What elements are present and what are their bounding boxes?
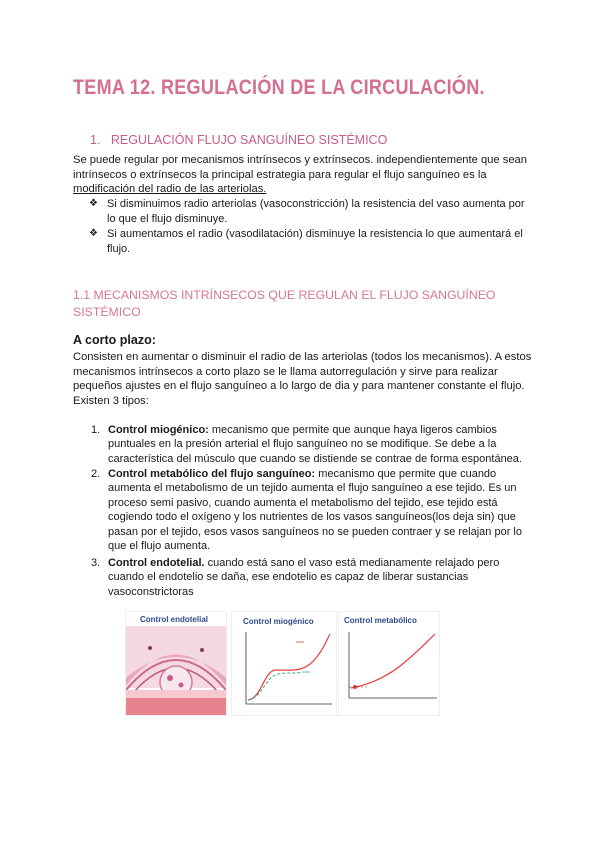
figure-endotelial-title: Control endotelial (140, 615, 208, 624)
diamond-bullet-icon: ❖ (89, 198, 98, 209)
section-1-number: 1. (90, 133, 101, 147)
section-1-heading (90, 133, 387, 147)
list-item-text: cuando está sano el vaso está medianamente relajado pero cuando el endotelio se daña, ese endotelio es capaz de liberar sustancias vasoconstrictoras (108, 557, 500, 598)
list-item-number: 3. (91, 557, 101, 569)
list-item-term: Control miogénico: (108, 424, 209, 436)
figure-control-endotelial (125, 611, 227, 716)
section-1-heading-text: REGULACIÓN FLUJO SANGUÍNEO SISTÉMICO (110, 133, 388, 147)
vessel-illustration (126, 612, 226, 715)
list-item-text: mecanismo que permite que cuando aumenta el metabolismo de un tejido aumenta el flujo sanguíneo a ese tejido. Es un proceso semi pasivo, cuando aumenta el metabolismo del tejido, ese tejido está cogiendo todo el oxígeno y los nutrientes de los vasos sanguíneos(los deja sin) que pasan por el tejido, esos vasos sanguíneos no se pueden contraer y se relajan por lo que el flujo aumenta. (108, 468, 522, 553)
section-1-1-heading: 1.1 MECANISMOS INTRÍNSECOS QUE REGULAN EL FLUJO SANGUÍNEO SISTÉMICO (73, 288, 496, 319)
list-item-number: 2. (91, 468, 101, 480)
list-item-text: mecanismo que permite que aunque haya ligeros cambios puntuales en la presión arterial el flujo sanguíneo no se modifique. Se debe a la característica del músculo que cuando se distiende se contrae de forma espontánea. (108, 424, 522, 465)
bullet-text: Si disminuimos radio arteriolas (vasoconstricción) la resistencia del vaso aumenta por lo que el flujo disminuye. (107, 198, 525, 225)
list-item (91, 467, 531, 553)
figure-metabolico-title: Control metabólico (344, 616, 417, 625)
page-title: TEMA 12. REGULACIÓN DE LA CIRCULACIÓN. (73, 76, 485, 99)
miogenico-chart (232, 612, 336, 715)
list-item-term: Control metabólico del flujo sanguíneo: (108, 468, 316, 480)
section-1-paragraph (73, 153, 533, 197)
figure-control-metabolico (338, 611, 440, 716)
list-item (91, 556, 531, 599)
list-item-term: Control endotelial. (108, 557, 205, 569)
bullet-item (89, 197, 534, 226)
list-item (91, 423, 531, 466)
diamond-bullet-icon: ❖ (89, 228, 98, 239)
bullet-text: Si aumentamos el radio (vasodilatación) disminuye la resistencia lo que aumentará el flujo. (107, 228, 523, 255)
section-1-paragraph-text: Se puede regular por mecanismos intrínsecos y extrínsecos. independientemente que sean intrínsecos o extrínsecos la principal estrategia para regular el flujo sanguíneo es la (73, 154, 527, 181)
short-term-paragraph: Consisten en aumentar o disminuir el radio de las arteriolas (todos los mecanismos). A estos mecanismos intrínsecos a corto plazo se le llama autorregulación y sirve para realizar pequeños ajustes en el flujo sanguíneo a lo largo de dia y para mantener constante el flujo. Existen 3 tipos: (73, 351, 532, 407)
figure-control-miogenico (231, 611, 337, 716)
figure-miogenico-title: Control miogénico (243, 617, 314, 626)
short-term-heading: A corto plazo: (73, 333, 156, 347)
bullet-item (89, 227, 534, 256)
list-item-number: 1. (91, 424, 101, 436)
metabolico-chart (339, 612, 439, 715)
section-1-paragraph-underlined: modificación del radio de las arteriolas. (73, 183, 267, 196)
